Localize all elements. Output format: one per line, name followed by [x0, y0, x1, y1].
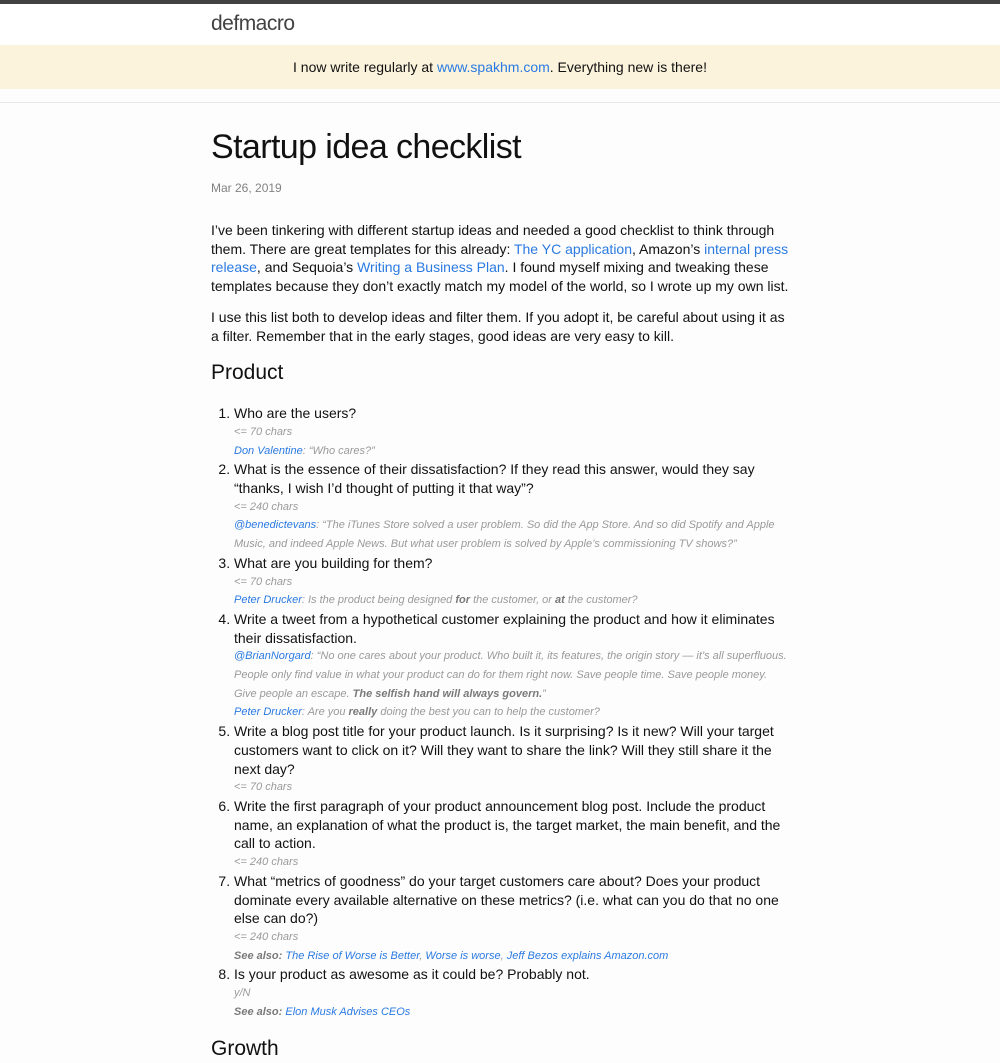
intro-text: , and Sequoia’s [256, 259, 358, 276]
quote-author-link[interactable]: @benedictevans [234, 519, 317, 532]
quote-author-link[interactable]: Don Valentine [234, 444, 303, 457]
list-item [234, 460, 791, 554]
intro-text: . I found myself mixing and tweaking these templates because they don’t exactly match my model of the world, so I wrote up my own list. [211, 259, 789, 295]
see-also: See also: The Rise of Worse is Better, Worse is worse, Jeff Bezos explains Amazon.com [234, 949, 669, 962]
quote [234, 516, 791, 553]
quote-text: the customer, or [470, 594, 556, 607]
yc-application-link[interactable]: The YC application [513, 240, 633, 257]
quote-text: : “Who cares?” [302, 444, 375, 457]
site-title-link[interactable]: defmacro [211, 12, 295, 35]
see-also-label: See also: [234, 949, 283, 962]
banner-link[interactable]: www.spakhm.com [436, 59, 550, 75]
product-checklist [211, 404, 791, 1021]
post-date: Mar 26, 2019 [211, 181, 282, 195]
question-text: 1. Who are the users? [234, 405, 357, 422]
banner-text-suffix: . Everything new is there! [549, 59, 707, 75]
quote-emphasis: really [348, 706, 378, 719]
see-also-label: See also: [234, 1005, 283, 1018]
intro-text: I’ve been tinkering with different startup ideas and needed a good checklist to think through them. There are great templates for this already: [211, 222, 775, 257]
question-text: 3. What are you building for them? [234, 554, 433, 571]
list-item [234, 797, 791, 872]
question-text: 8. Is your product as awesome as it could be? Probably not. [234, 966, 590, 983]
char-limit: <= 70 chars [234, 425, 293, 438]
press-release-link[interactable]: internal press release [211, 240, 789, 276]
see-also-link[interactable]: The Rise of Worse is Better [285, 949, 420, 962]
section-heading-product: Product [211, 361, 284, 385]
quote-text: the customer? [564, 594, 638, 607]
intro-text: , Amazon’s [632, 240, 705, 257]
section-heading-growth: Growth [211, 1037, 279, 1061]
list-item [234, 554, 791, 610]
char-limit: <= 240 chars [234, 930, 299, 943]
char-limit: <= 240 chars [234, 856, 299, 869]
post-title: Startup idea checklist [211, 128, 521, 166]
see-also-link[interactable]: Worse is worse [425, 949, 501, 962]
see-also-link[interactable]: Elon Musk Advises CEOs [285, 1005, 411, 1018]
intro-paragraph [211, 221, 791, 296]
list-item [234, 610, 791, 722]
quote-emphasis: for [455, 594, 471, 607]
question-text: 4. Write a tweet from a hypothetical customer explaining the product and how it eliminates their dissatisfaction. [234, 610, 775, 646]
quote [234, 703, 791, 722]
quote-emphasis: The selfish hand will always govern. [352, 687, 543, 700]
quote [234, 591, 791, 610]
quote-text: : “No one cares about your product. Who built it, its features, the origin story — it’s all superfluous. People only find value in what your product can do for them right now. Save people time. Save people money. Give people an escape. [234, 650, 787, 700]
see-also [234, 1003, 791, 1022]
post-content [211, 103, 791, 1063]
question-text: 7. What “metrics of goodness” do your target customers care about? Does your product dominate every available alternative on these metrics? (i.e. what can you do that no one else can do?) [234, 872, 779, 927]
list-item [234, 965, 791, 1021]
see-also-link[interactable]: Jeff Bezos explains Amazon.com [506, 949, 669, 962]
quote-text: ” [542, 687, 546, 700]
quote-text: : Are you [301, 706, 349, 719]
quote-author-link[interactable]: Peter Drucker [234, 594, 302, 607]
quote-text: : Is the product being designed [301, 594, 456, 607]
question-text: 6. Write the first paragraph of your product announcement blog post. Include the product name, an explanation of what the product is, the target market, the main benefit, and the call to action. [234, 797, 781, 852]
quote-text: doing the best you can to help the customer? [377, 706, 600, 719]
site-header [0, 4, 1000, 45]
business-plan-link[interactable]: Writing a Business Plan [357, 259, 505, 276]
list-item [234, 404, 791, 460]
list-item [234, 872, 791, 966]
quote [234, 442, 791, 461]
quote-text: : “The iTunes Store solved a user problem. So did the App Store. And so did Spotify and Apple Music, and indeed Apple News. But what user problem is solved by Apple’s commissioning TV shows?” [234, 519, 775, 551]
announcement-banner [0, 45, 1000, 89]
question-text: 2. What is the essence of their dissatisfaction? If they read this answer, would they say “thanks, I wish I’d thought of putting it that way”? [234, 461, 755, 497]
question-text: 5. Write a blog post title for your product launch. Is it surprising? Is it new? Will your target customers want to click on it? Will they want to share the link? Will they still share it the next day? [234, 723, 774, 777]
quote-emphasis: at [555, 594, 565, 607]
quote-author-link[interactable]: Peter Drucker [234, 706, 302, 719]
char-limit: <= 70 chars [234, 781, 293, 794]
quote [234, 647, 791, 703]
char-limit: <= 240 chars [234, 500, 299, 513]
filter-paragraph: I use this list both to develop ideas and filter them. If you adopt it, be careful about using it as a filter. Remember that in the early stages, good ideas are very easy to kill. [211, 308, 785, 344]
quote-author-link[interactable]: @BrianNorgard [234, 650, 311, 663]
list-item [234, 722, 791, 797]
banner-text-prefix: I now write regularly at [293, 59, 437, 75]
char-limit: <= 70 chars [234, 575, 293, 588]
answer-format: y/N [234, 987, 251, 1000]
